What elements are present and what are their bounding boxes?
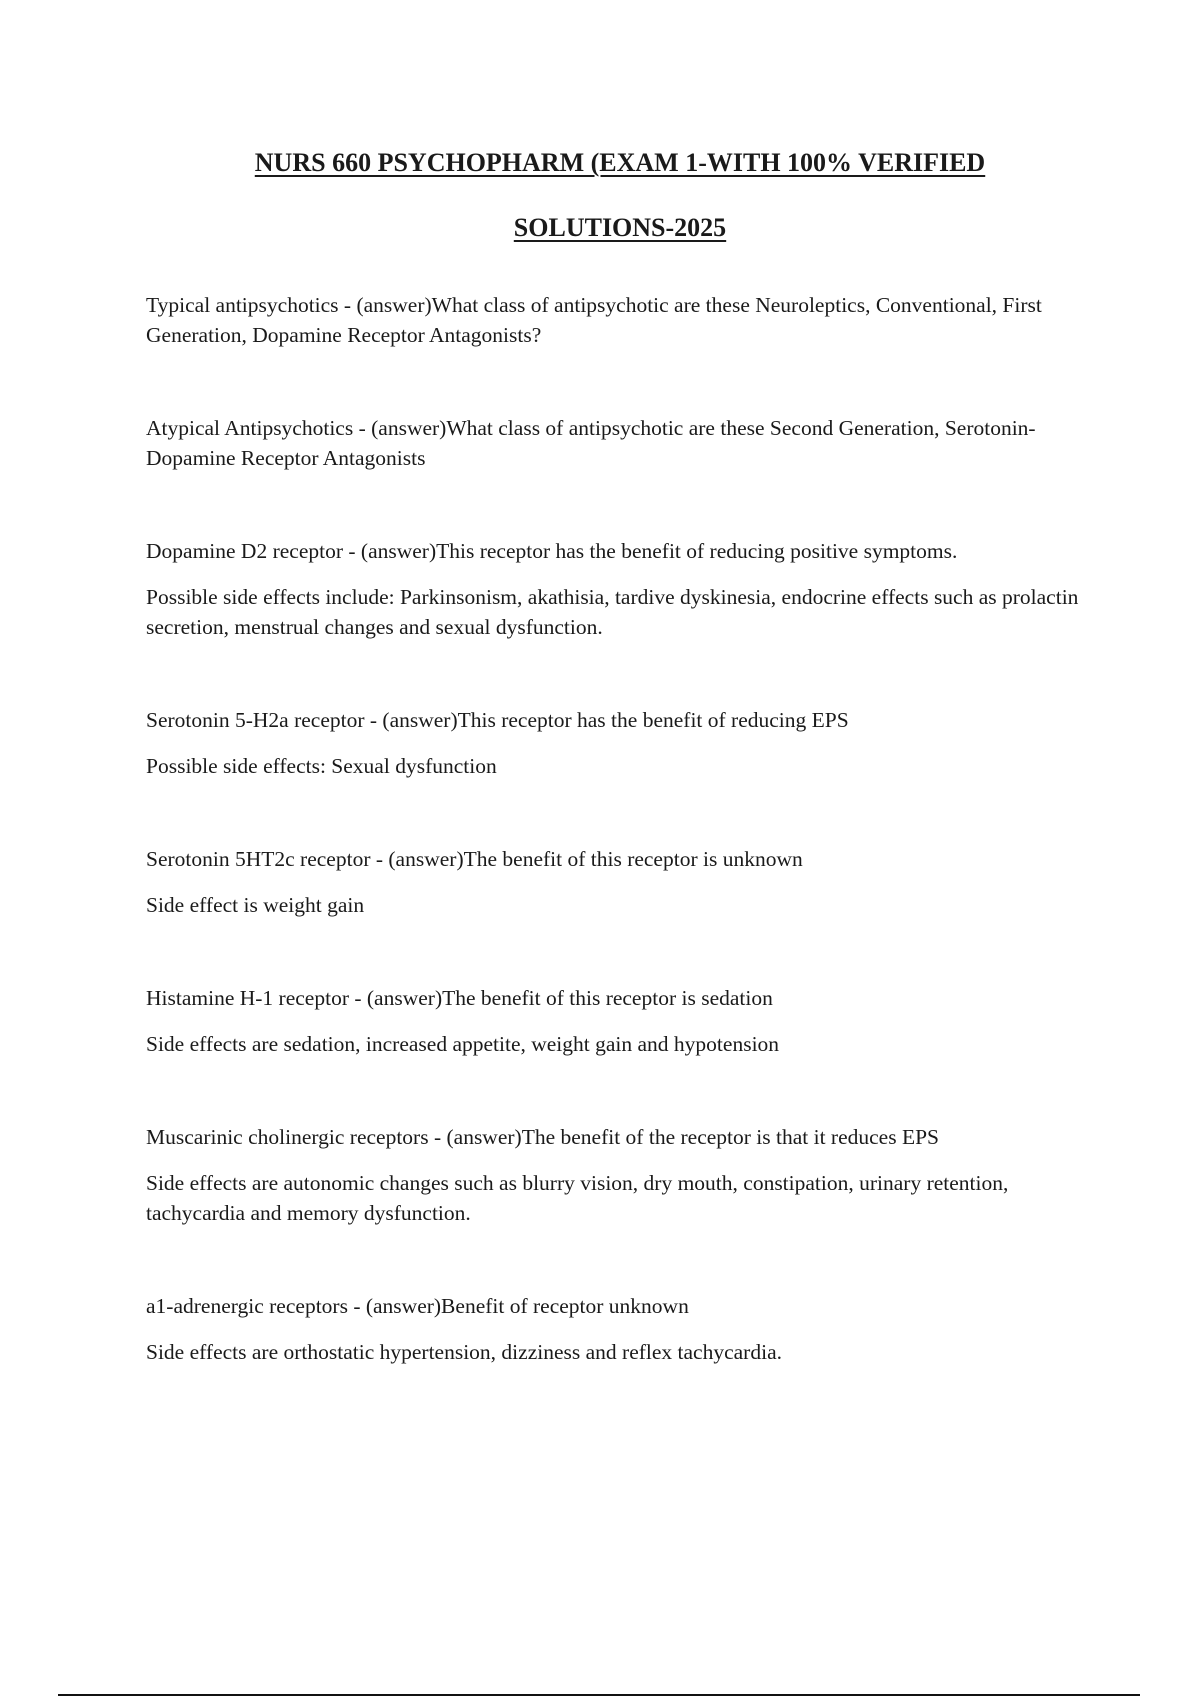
qa-detail: Possible side effects include: Parkinsonism, akathisia, tardive dyskinesia, endocrine effects such as prolactin secretion, menstrual changes and sexual dysfunction. [146,585,1079,639]
qa-detail: Side effects are sedation, increased appetite, weight gain and hypotension [146,1032,780,1056]
qa-entry [146,983,1086,1059]
qa-entry [146,1122,1086,1228]
qa-question: Serotonin 5HT2c receptor - (answer)The benefit of this receptor is unknown [146,847,803,871]
qa-detail: Side effect is weight gain [146,893,365,917]
qa-entry [146,1291,1086,1367]
document-title-line-2: SOLUTIONS-2025 [513,213,727,242]
qa-question: Muscarinic cholinergic receptors - (answer)The benefit of the receptor is that it reduces EPS [146,1125,940,1149]
qa-entry [146,536,1086,642]
qa-entry [146,844,1086,920]
qa-detail: Side effects are orthostatic hypertension, dizziness and reflex tachycardia. [146,1340,782,1364]
qa-question: Atypical Antipsychotics - (answer)What class of antipsychotic are these Second Generation, Serotonin-Dopamine Receptor Antagonists [146,416,1036,470]
footer-divider [58,1694,1140,1696]
qa-question: Histamine H-1 receptor - (answer)The benefit of this receptor is sedation [146,986,773,1010]
qa-entry [146,290,1086,350]
document-title-line-1: NURS 660 PSYCHOPHARM (EXAM 1-WITH 100% VERIFIED [254,148,986,177]
qa-entry [146,413,1086,473]
qa-entry [146,705,1086,781]
qa-question: a1-adrenergic receptors - (answer)Benefit of receptor unknown [146,1294,689,1318]
qa-list [146,290,1086,1430]
qa-detail: Possible side effects: Sexual dysfunction [146,754,497,778]
qa-question: Dopamine D2 receptor - (answer)This receptor has the benefit of reducing positive symptoms. [146,539,958,563]
qa-question: Serotonin 5-H2a receptor - (answer)This receptor has the benefit of reducing EPS [146,708,849,732]
qa-detail: Side effects are autonomic changes such as blurry vision, dry mouth, constipation, urinary retention, tachycardia and memory dysfunction. [146,1171,1009,1225]
qa-question: Typical antipsychotics - (answer)What class of antipsychotic are these Neuroleptics, Conventional, First Generation, Dopamine Receptor Antagonists? [146,293,1042,347]
